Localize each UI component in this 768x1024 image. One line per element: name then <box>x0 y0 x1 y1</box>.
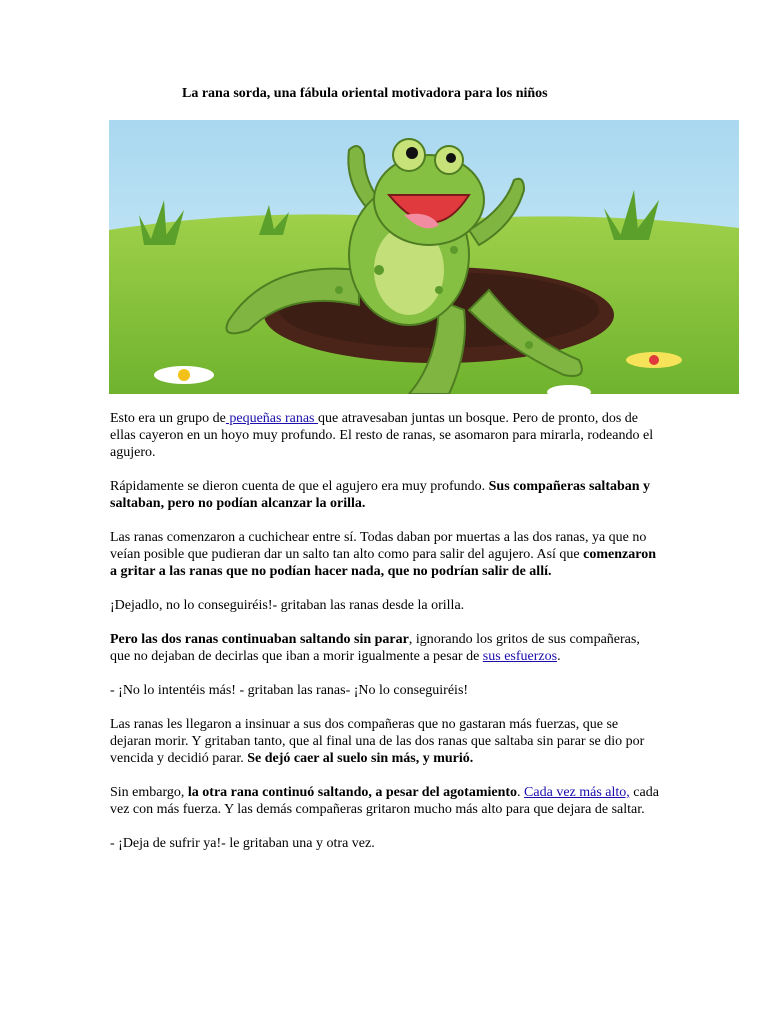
paragraph-5: Pero las dos ranas continuaban saltando sin parar, ignorando los gritos de sus compañeras, que no dejaban de decirlas que iban a morir igualmente a pesar de sus esfuerzos. <box>110 632 640 664</box>
frog-illustration <box>109 120 739 394</box>
paragraph-2: Rápidamente se dieron cuenta de que el agujero era muy profundo. Sus compañeras saltaban y saltaban, pero no podían alcanzar la orilla. <box>110 479 651 511</box>
paragraph-9: - ¡Deja de sufrir ya!- le gritaban una y otra vez. <box>110 836 375 851</box>
paragraph-6: - ¡No lo intentéis más! - gritaban las ranas- ¡No lo conseguiréis! <box>110 683 469 698</box>
paragraph-8: Sin embargo, la otra rana continuó saltando, a pesar del agotamiento. Cada vez más alto, cada vez con más fuerza. Y las demás compañeras gritaron mucho más alto para que dejara de saltar. <box>110 785 659 817</box>
link-pequenas-ranas[interactable]: pequeñas ranas <box>225 411 318 426</box>
paragraph-3: Las ranas comenzaron a cuchichear entre sí. Todas daban por muertas a las dos ranas, ya que no veían posible que pudieran dar un salto tan alto como para salir del agujero. Así que comenzaron a gritar a las ranas que no podían hacer nada, que no podrían salir de allí. <box>110 530 656 579</box>
document-title: La rana sorda, una fábula oriental motivadora para los niños <box>182 86 548 101</box>
frog-image-svg <box>109 120 739 394</box>
link-cada-vez-mas-alto[interactable]: Cada vez más alto, <box>524 785 630 800</box>
document-body <box>110 410 660 869</box>
paragraph-4: ¡Dejadlo, no lo conseguiréis!- gritaban las ranas desde la orilla. <box>110 598 465 613</box>
paragraph-1: Esto era un grupo de pequeñas ranas que atravesaban juntas un bosque. Pero de pronto, dos de ellas cayeron en un hoyo muy profundo. El resto de ranas, se asomaron para mirarla, rodeando el agujero. <box>110 411 654 460</box>
link-sus-esfuerzos[interactable]: sus esfuerzos <box>482 649 558 664</box>
paragraph-7: Las ranas les llegaron a insinuar a sus dos compañeras que no gastaran más fuerzas, que se dejaran morir. Y gritaban tanto, que al final una de las dos ranas que saltaba sin parar se dio por vencida y decidió parar. Se dejó caer al suelo sin más, y murió. <box>110 717 645 766</box>
